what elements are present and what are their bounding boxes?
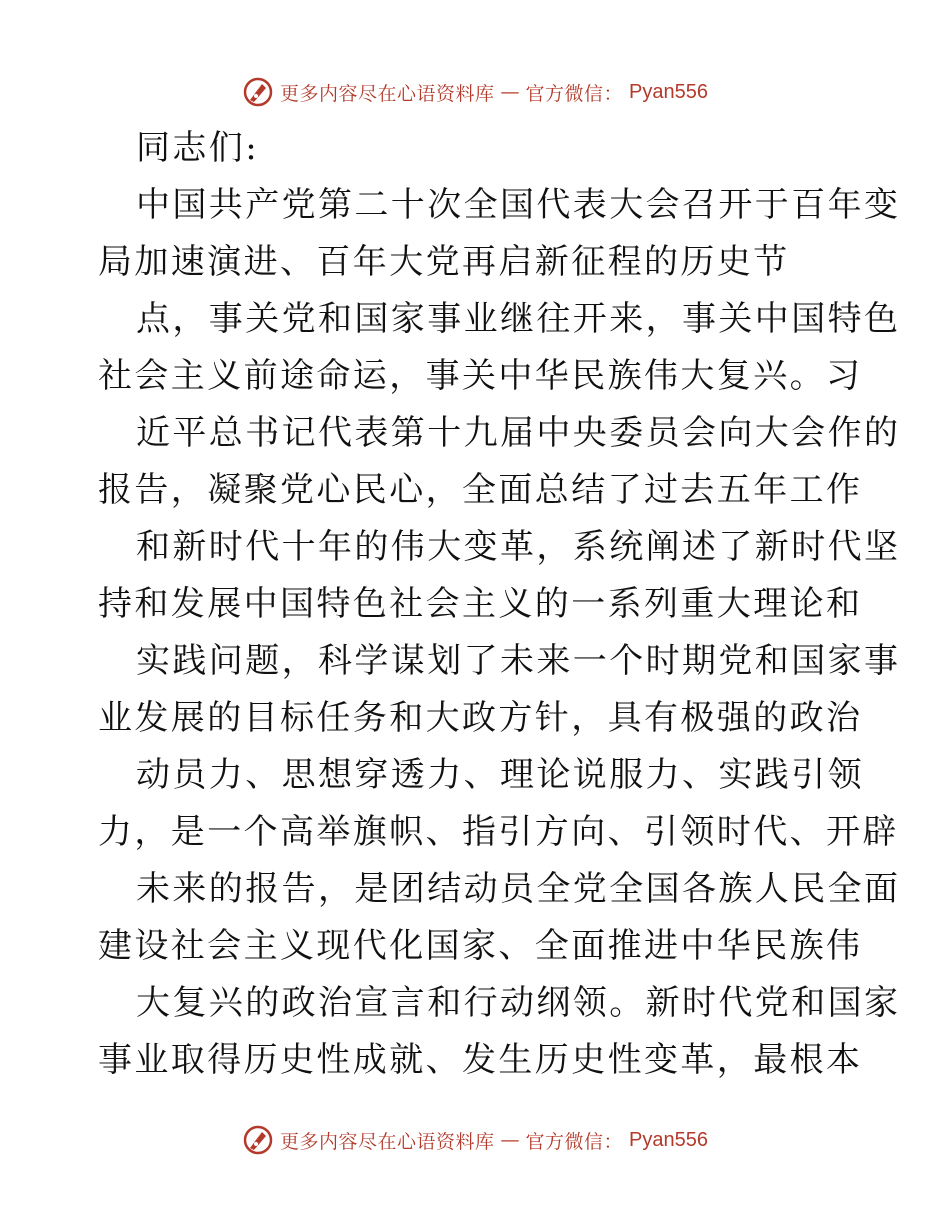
header-banner (0, 72, 950, 112)
pen-nib-logo-icon (242, 1124, 274, 1156)
pen-nib-logo-icon (242, 76, 274, 108)
banner-slogan: 更多内容尽在心语资料库 (280, 1130, 495, 1153)
body-line: 实践问题，科学谋划了未来一个时期党和国家事 (136, 641, 901, 681)
body-line: 点，事关党和国家事业继往开来，事关中国特色 (136, 299, 901, 339)
body-line: 事业取得历史性成就、发生历史性变革，最根本 (98, 1040, 863, 1080)
body-line: 建设社会主义现代化国家、全面推进中华民族伟 (98, 926, 863, 966)
banner-dash: — (500, 1129, 520, 1151)
body-line: 和新时代十年的伟大变革，系统阐述了新时代坚 (136, 527, 901, 567)
footer-banner (0, 1120, 950, 1160)
salutation: 同志们: (136, 128, 260, 168)
body-line: 中国共产党第二十次全国代表大会召开于百年变 (136, 185, 901, 225)
body-line: 动员力、思想穿透力、理论说服力、实践引领 (136, 755, 864, 795)
banner-wechat-handle: Pyan556 (629, 1128, 708, 1151)
banner-label: 官方微信： (525, 82, 624, 105)
body-line: 持和发展中国特色社会主义的一系列重大理论和 (98, 584, 863, 624)
body-line: 局加速演进、百年大党再启新征程的历史节 (98, 242, 790, 282)
body-line: 社会主义前途命运，事关中华民族伟大复兴。习 (98, 356, 863, 396)
banner-wechat-handle: Pyan556 (629, 80, 708, 103)
body-line: 大复兴的政治宣言和行动纲领。新时代党和国家 (136, 983, 901, 1023)
banner-slogan: 更多内容尽在心语资料库 (280, 82, 495, 105)
banner-dash: — (500, 81, 520, 103)
body-line: 力，是一个高举旗帜、指引方向、引领时代、开辟 (98, 812, 899, 852)
banner-label: 官方微信： (525, 1130, 624, 1153)
body-line: 报告，凝聚党心民心，全面总结了过去五年工作 (98, 470, 863, 510)
body-line: 近平总书记代表第十九届中央委员会向大会作的 (136, 413, 901, 453)
body-line: 未来的报告，是团结动员全党全国各族人民全面 (136, 869, 901, 909)
body-line: 业发展的目标任务和大政方针，具有极强的政治 (98, 698, 863, 738)
